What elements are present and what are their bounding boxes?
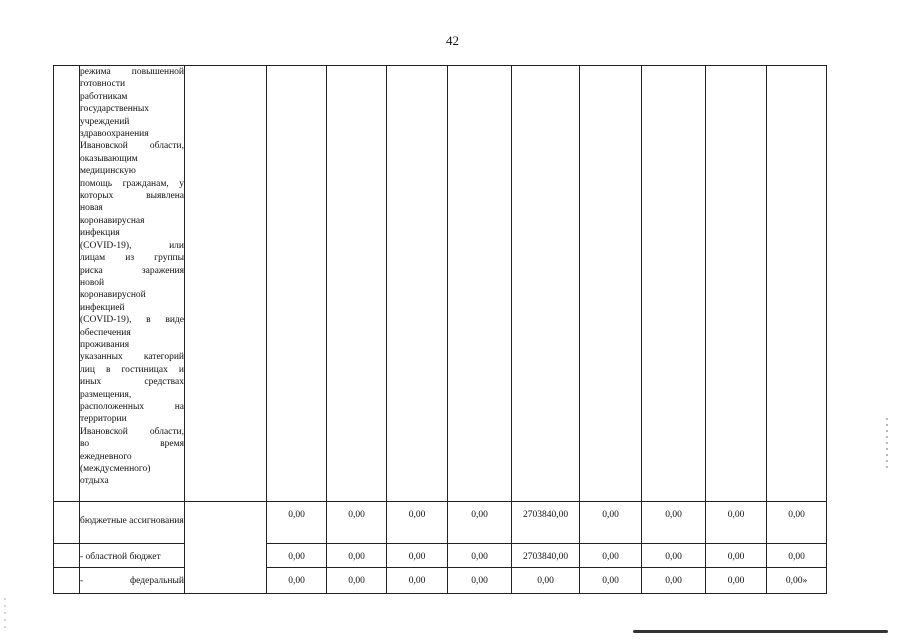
value-cell: 0,00	[267, 544, 327, 568]
value-cell: 0,00	[448, 502, 512, 544]
description-line: которых выявлена	[80, 191, 184, 202]
value-cell: 0,00	[580, 502, 642, 544]
value-cell: 0,00	[706, 568, 767, 594]
description-line: оказывающим	[80, 153, 138, 164]
empty-cell	[185, 66, 267, 502]
description-line: работникам	[80, 91, 128, 102]
description-line: здравоохранения	[80, 129, 149, 140]
empty-cell	[642, 66, 706, 502]
row-label-dash: -	[80, 576, 84, 586]
description-line: лицам из группы	[80, 253, 184, 264]
description-line: расположенных на	[80, 401, 184, 412]
value-cell: 2703840,00	[512, 544, 580, 568]
empty-cell	[448, 66, 512, 502]
value-cell: 0,00	[767, 502, 827, 544]
value-cell: 0,00	[448, 568, 512, 594]
value-cell: 0,00	[580, 568, 642, 594]
row-label: - областной бюджет	[80, 544, 185, 568]
value-cell: 0,00	[642, 502, 706, 544]
value-cell: 0,00	[327, 502, 387, 544]
description-line: (междусменного)	[80, 464, 151, 474]
index-cell	[54, 544, 80, 568]
value-cell: 0,00	[387, 502, 448, 544]
value-cell: 0,00	[327, 568, 387, 594]
value-cell: 0,00	[642, 544, 706, 568]
description-line: иных средствах	[80, 377, 184, 388]
value-cell: 0,00	[327, 544, 387, 568]
description-line: инфекция	[80, 228, 120, 239]
description-line: учреждений	[80, 116, 130, 127]
page-number: 42	[446, 33, 459, 48]
description-line: Ивановской области,	[80, 426, 184, 437]
description-line: (COVID-19), или	[80, 240, 184, 251]
description-line: обеспечения	[80, 327, 131, 338]
budget-table	[53, 65, 827, 594]
value-cell: 0,00	[512, 568, 580, 594]
empty-cell	[267, 66, 327, 502]
description-line: Ивановской области,	[80, 141, 184, 152]
value-cell: 0,00	[387, 568, 448, 594]
value-cell: 0,00	[706, 544, 767, 568]
scan-artifact-dots	[4, 598, 6, 628]
value-cell: 0,00	[448, 544, 512, 568]
description-line: готовности	[80, 79, 126, 90]
row-label: бюджетные ассигнования	[80, 502, 185, 544]
row-label	[80, 568, 185, 594]
empty-cell	[706, 66, 767, 502]
empty-cell	[512, 66, 580, 502]
description-line: указанных категорий	[80, 352, 184, 363]
value-cell: 0,00	[387, 544, 448, 568]
description-line: размещения,	[80, 389, 132, 400]
description-line: риска заражения	[80, 265, 184, 276]
description-line: (COVID-19), в виде	[80, 315, 184, 326]
index-cell	[54, 568, 80, 594]
description-line: ежедневного	[80, 451, 132, 462]
description-line: инфекцией	[80, 302, 125, 313]
value-cell: 2703840,00	[512, 502, 580, 544]
value-cell: 0,00	[580, 544, 642, 568]
description-line: во время	[80, 439, 184, 450]
description-cell	[80, 66, 185, 502]
empty-cell	[580, 66, 642, 502]
scan-artifact-line	[633, 630, 888, 633]
description-line: проживания	[80, 339, 130, 350]
description-line: лиц в гостиницах и	[80, 364, 184, 375]
description-line: медицинскую	[80, 166, 136, 177]
description-line: отдыха	[80, 476, 109, 487]
source-cell	[185, 502, 267, 594]
table-row-budget-allocations	[54, 502, 827, 544]
value-cell: 0,00	[767, 544, 827, 568]
description-line: территории	[80, 414, 127, 425]
description-line: коронавирусной	[80, 290, 146, 301]
value-cell: 0,00	[267, 502, 327, 544]
description-line: государственных	[80, 104, 150, 115]
description-line: помощь гражданам, у	[80, 178, 184, 189]
empty-cell	[387, 66, 448, 502]
value-cell: 0,00	[267, 568, 327, 594]
value-cell: 0,00»	[767, 568, 827, 594]
description-line: коронавирусная	[80, 215, 145, 226]
empty-cell	[327, 66, 387, 502]
description-line: новая	[80, 203, 103, 214]
scan-artifact-dots	[886, 418, 888, 468]
description-line: новой	[80, 277, 105, 288]
table-row-description	[54, 66, 827, 502]
row-label-word: федеральный	[130, 576, 184, 586]
table-row-regional-budget	[54, 544, 827, 568]
value-cell: 0,00	[706, 502, 767, 544]
index-cell	[54, 66, 80, 502]
description-line: режима повышенной	[80, 67, 184, 77]
index-cell	[54, 502, 80, 544]
empty-cell	[767, 66, 827, 502]
table-row-federal-budget	[54, 568, 827, 594]
value-cell: 0,00	[642, 568, 706, 594]
